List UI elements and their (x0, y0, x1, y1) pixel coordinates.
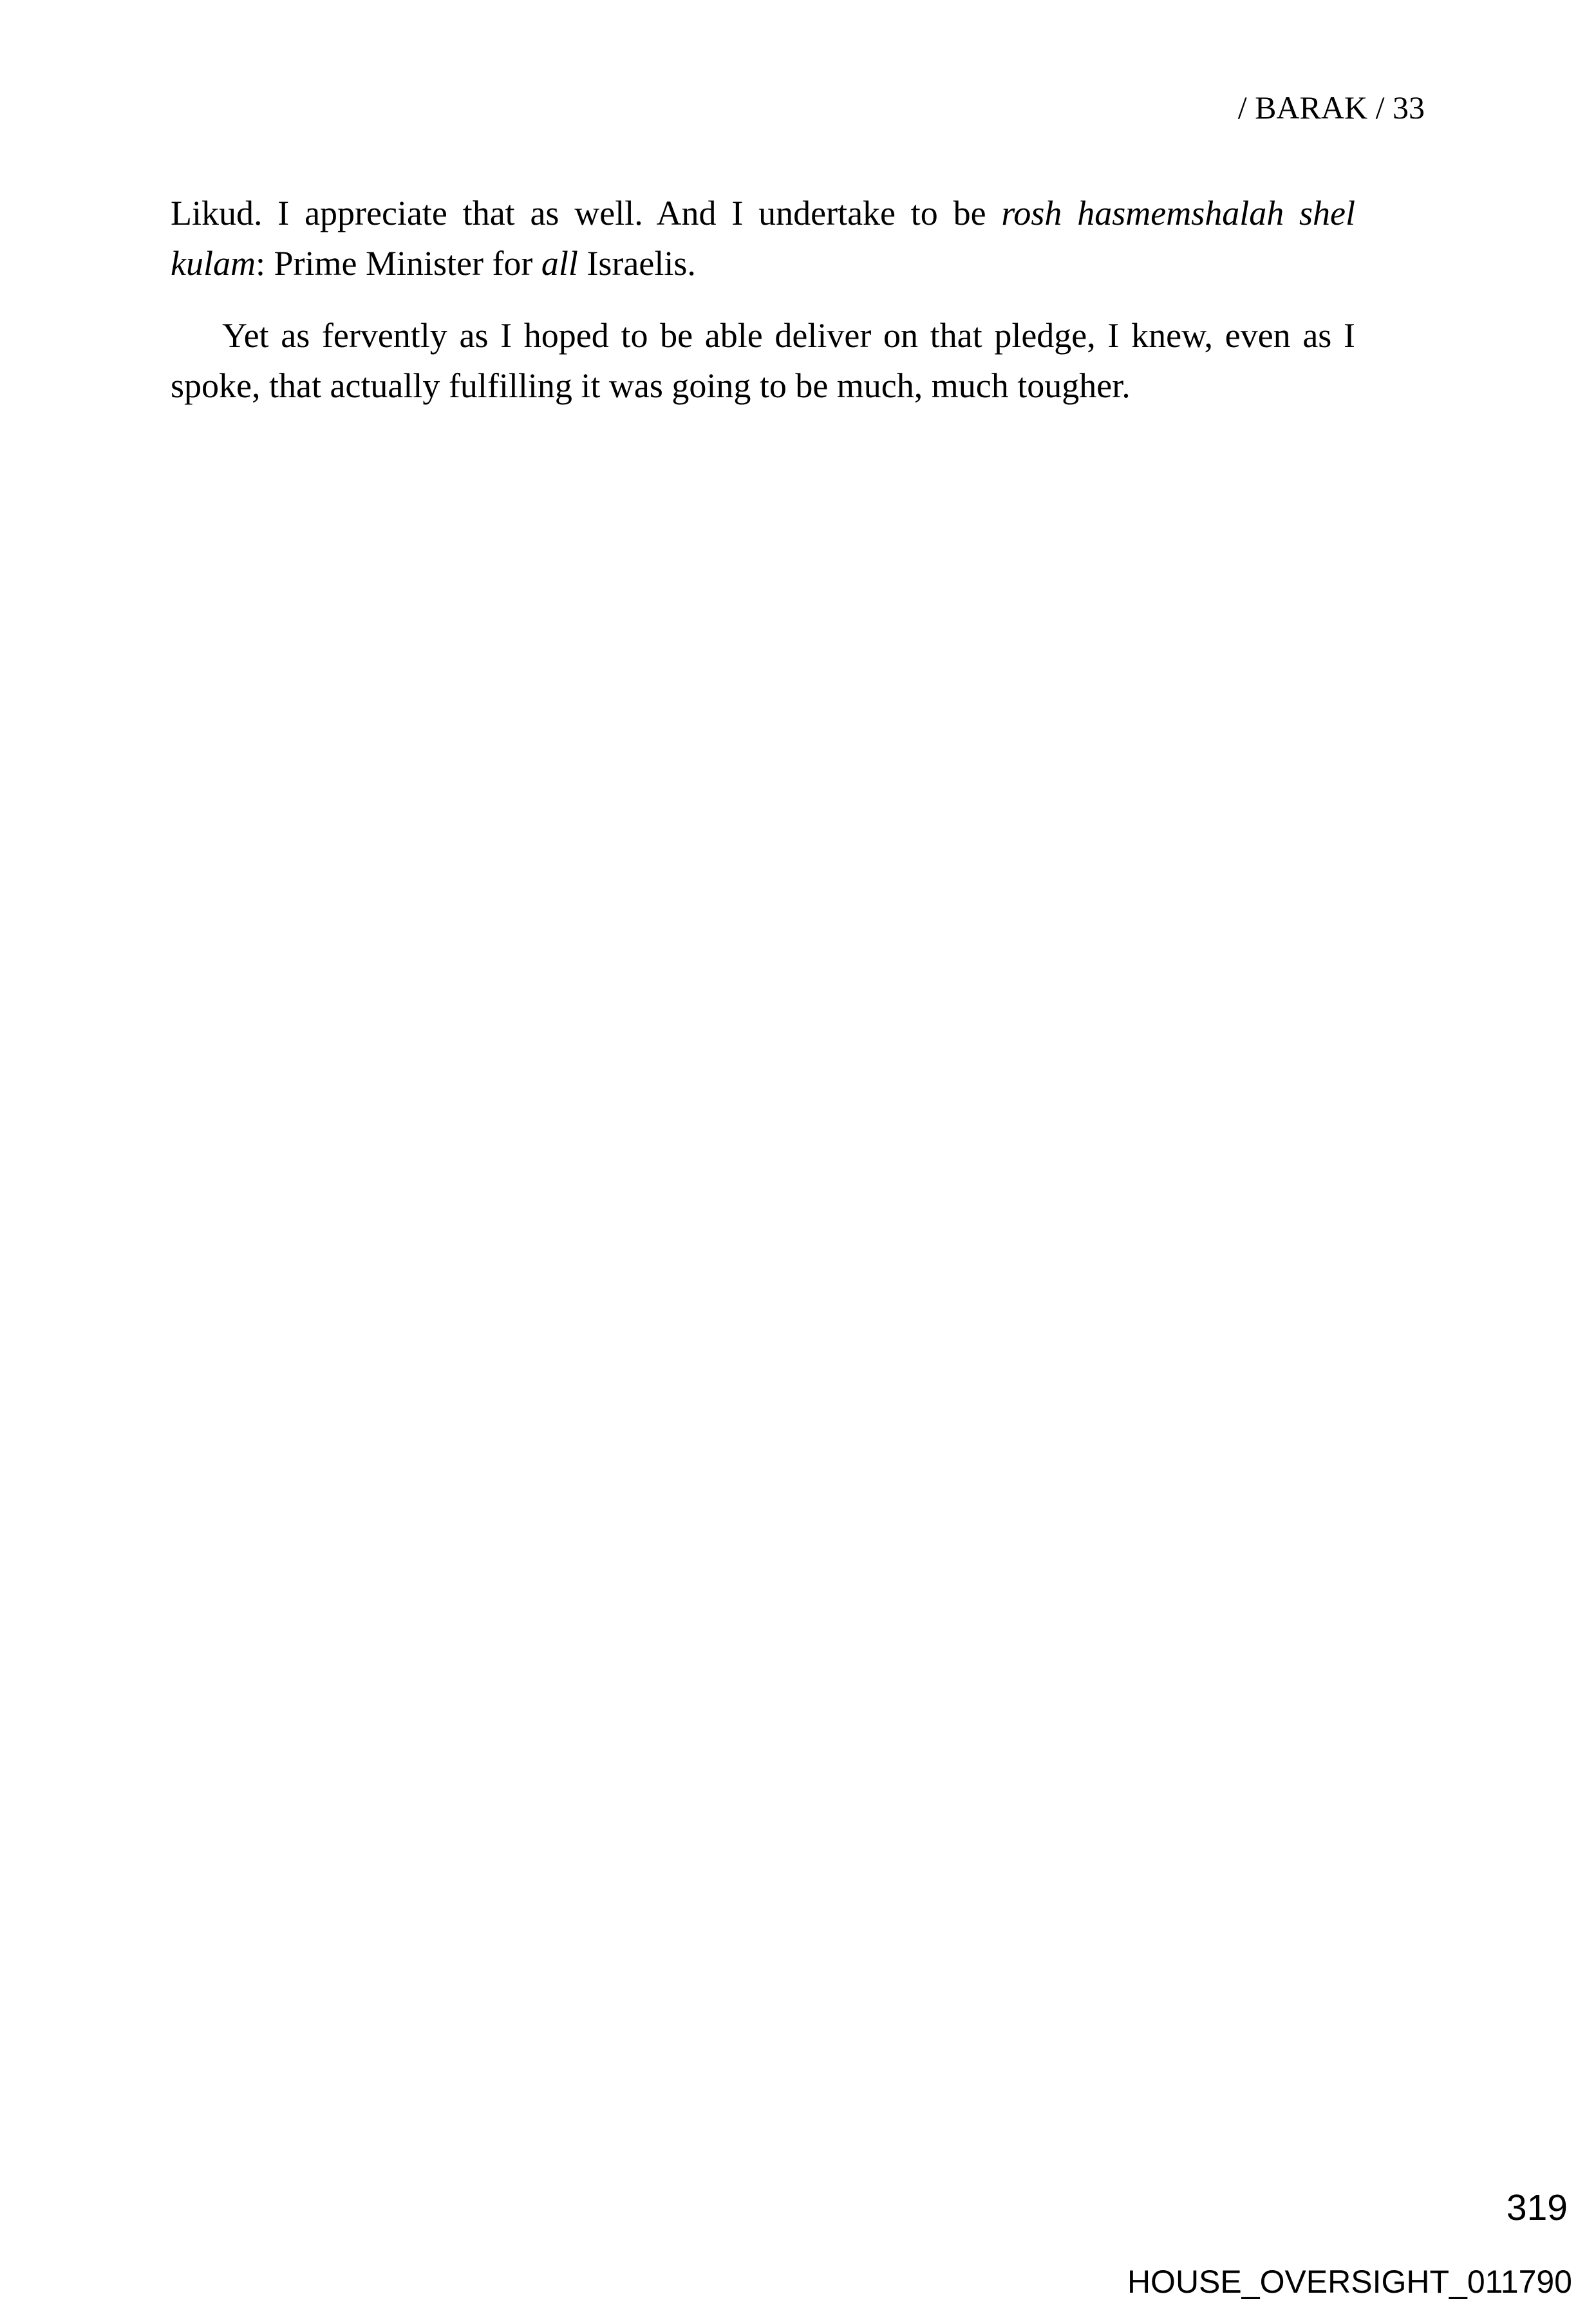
running-header: / BARAK / 33 (1237, 89, 1425, 126)
paragraph-1 (171, 188, 1355, 288)
body-text (171, 188, 1355, 411)
paragraph-2: Yet as fervently as I hoped to be able deliver on that pledge, I knew, even as I spoke, that actually fulfilling it was going to be much, much tougher. (171, 316, 1355, 405)
text-segment: : Prime Minister for (255, 244, 541, 283)
text-segment: Israelis. (577, 244, 696, 283)
bates-stamp: HOUSE_OVERSIGHT_011790 (1127, 2264, 1572, 2300)
italic-phrase: rosh hasmemshalah shel kulam (171, 194, 1355, 283)
page-number: 319 (1506, 2187, 1568, 2228)
italic-word: all (541, 244, 578, 283)
text-segment: Likud. I appreciate that as well. And I undertake to be (171, 194, 1002, 232)
